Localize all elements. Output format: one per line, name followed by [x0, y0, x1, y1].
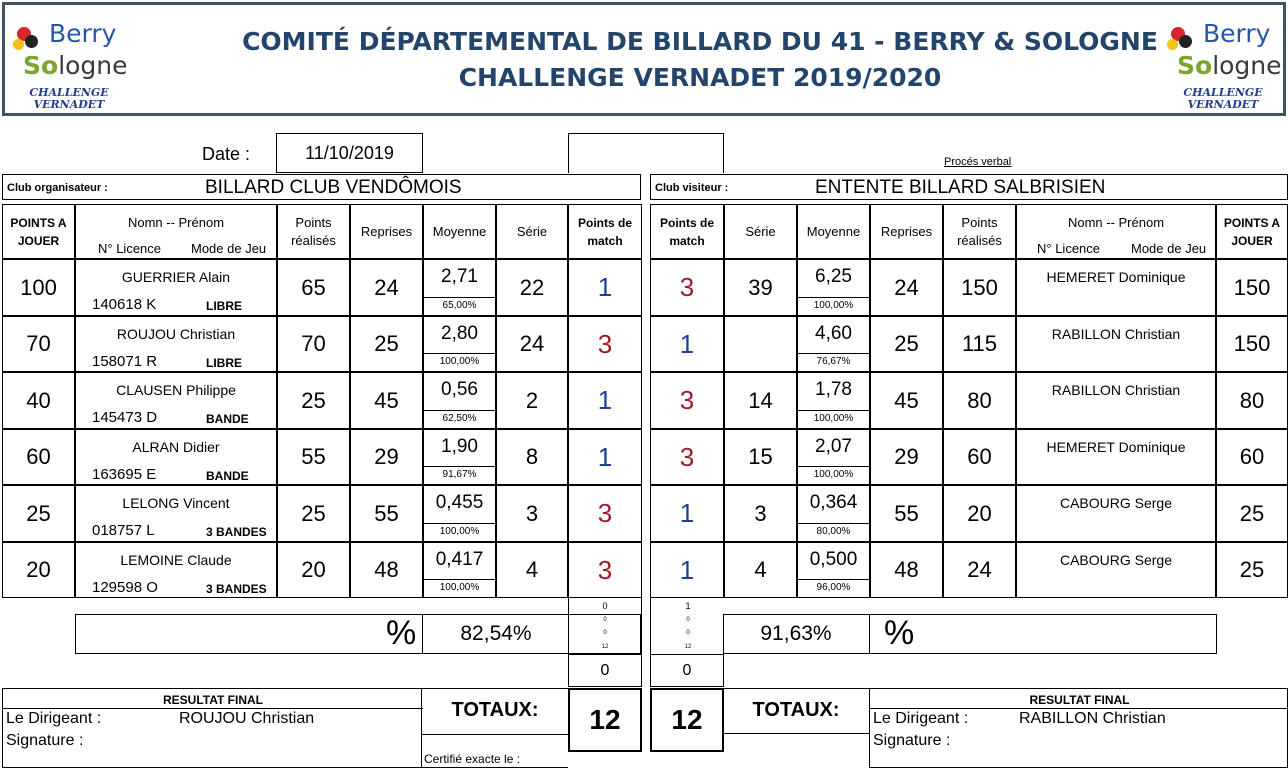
right-serie-cell: 3: [724, 485, 797, 542]
right-serie-cell: 4: [724, 542, 797, 598]
right-mini-column: 1 0 0 12: [650, 598, 724, 654]
right-reprises-cell: 45: [870, 372, 943, 429]
right-moyenne-cell: 2,07 100,00%: [797, 429, 870, 485]
left-header-serie: Série: [496, 204, 568, 259]
left-mode: LIBRE: [206, 356, 242, 370]
right-points-realises-cell: 115: [943, 316, 1016, 372]
left-zero-cell: 0: [568, 654, 642, 687]
left-points-match-cell: 3: [568, 485, 642, 542]
right-points-realises-cell: 80: [943, 372, 1016, 429]
right-serie-cell: 39: [724, 259, 797, 316]
left-points-a-jouer-cell: 100: [2, 259, 75, 316]
left-player-cell: [75, 372, 277, 429]
left-points-a-jouer-cell: 20: [2, 542, 75, 598]
left-mode: 3 BANDES: [206, 525, 267, 539]
right-player-name: CABOURG Serge: [1059, 552, 1173, 568]
title-line-1: COMITÉ DÉPARTEMENTAL DE BILLARD DU 41 - BERRY & SOLOGNE: [242, 27, 1158, 56]
right-moyenne-cell: 0,364 80,00%: [797, 485, 870, 542]
left-points-realises-cell: 70: [277, 316, 350, 372]
right-points-a-jouer-cell: 25: [1216, 485, 1288, 542]
left-header-reprises: Reprises: [350, 204, 423, 259]
left-licence: 145473 D: [92, 409, 158, 426]
left-player-name: LEMOINE Claude: [120, 552, 232, 568]
left-moyenne-cell: 0,455 100,00%: [423, 485, 496, 542]
left-final-result: RESULTAT FINAL Le Dirigeant : ROUJOU Christian Signature :: [2, 688, 422, 768]
right-points-a-jouer-cell: 25: [1216, 542, 1288, 598]
left-mini-column: 0 0 0 12: [568, 598, 642, 654]
left-serie-cell: 22: [496, 259, 568, 316]
right-points-match-cell: 3: [650, 429, 724, 485]
left-licence: 129598 O: [92, 579, 158, 596]
proces-verbal-label: Procés verbal: [944, 156, 1012, 168]
right-final-result: RESULTAT FINAL Le Dirigeant : RABILLON Christian Signature :: [869, 688, 1288, 768]
left-totaux-box: TOTAUX: Certifié exacte le :: [422, 688, 568, 768]
right-points-match-cell: 1: [650, 316, 724, 372]
left-player-name: GUERRIER Alain: [121, 269, 231, 285]
right-header-moyenne: Moyenne: [797, 204, 870, 259]
right-serie-cell: 15: [724, 429, 797, 485]
right-points-match-cell: 3: [650, 372, 724, 429]
left-moyenne-cell: 2,71 65,00%: [423, 259, 496, 316]
left-points-a-jouer-cell: 60: [2, 429, 75, 485]
right-reprises-cell: 29: [870, 429, 943, 485]
left-percentage: 82,54%: [460, 622, 532, 645]
right-percentage: 91,63%: [760, 622, 832, 645]
left-points-a-jouer-cell: 40: [2, 372, 75, 429]
left-player-name: ROUJOU Christian: [116, 326, 236, 342]
right-percent-sign: %: [884, 614, 915, 652]
right-reprises-cell: 24: [870, 259, 943, 316]
left-points-realises-cell: 25: [277, 485, 350, 542]
left-points-match-cell: 3: [568, 542, 642, 598]
left-serie-cell: 8: [496, 429, 568, 485]
right-player-cell: [1016, 259, 1216, 316]
right-header-serie: Série: [724, 204, 797, 259]
berry-sologne-logo-right: Berry Sologne CHALLENGE VERNADET: [1165, 17, 1285, 117]
left-mode: BANDE: [206, 469, 249, 483]
right-moyenne-cell: 4,60 76,67%: [797, 316, 870, 372]
left-reprises-cell: 45: [350, 372, 423, 429]
left-points-match-cell: 1: [568, 259, 642, 316]
left-mode: 3 BANDES: [206, 582, 267, 596]
right-header-points-a-jouer: POINTS A JOUER: [1216, 204, 1288, 259]
right-player-name: CABOURG Serge: [1059, 495, 1173, 511]
left-serie-cell: 3: [496, 485, 568, 542]
right-player-name: RABILLON Christian: [1051, 326, 1181, 342]
left-percent-sign: %: [386, 614, 417, 652]
right-reprises-cell: 55: [870, 485, 943, 542]
right-points-realises-cell: 20: [943, 485, 1016, 542]
right-player-name: RABILLON Christian: [1051, 382, 1181, 398]
left-player-name: CLAUSEN Philippe: [116, 382, 236, 398]
left-serie-cell: 4: [496, 542, 568, 598]
right-player-cell: [1016, 372, 1216, 429]
left-header-points-a-jouer: POINTS A JOUER: [2, 204, 75, 259]
right-total: 12: [650, 688, 724, 752]
club-organisateur-row: Club organisateur : BILLARD CLUB VENDÔMOIS: [2, 174, 641, 200]
date-label: Date :: [202, 144, 251, 164]
right-reprises-cell: 48: [870, 542, 943, 598]
right-player-cell: [1016, 485, 1216, 542]
left-dirigeant-name: ROUJOU Christian: [179, 710, 315, 727]
left-player-cell: [75, 429, 277, 485]
left-serie-cell: 24: [496, 316, 568, 372]
club-visiteur-name: ENTENTE BILLARD SALBRISIEN: [815, 177, 1106, 198]
left-player-name: ALRAN Didier: [132, 439, 220, 455]
right-points-realises-cell: 60: [943, 429, 1016, 485]
left-player-cell: [75, 316, 277, 372]
right-player-name: HEMERET Dominique: [1046, 269, 1186, 285]
right-zero-cell: 0: [650, 654, 724, 687]
left-mode: LIBRE: [206, 299, 242, 313]
right-moyenne-cell: 0,500 96,00%: [797, 542, 870, 598]
right-header-points-match: Points de match: [650, 204, 724, 259]
left-moyenne-cell: 0,417 100,00%: [423, 542, 496, 598]
right-points-match-cell: 1: [650, 485, 724, 542]
club-visiteur-row: Club visiteur : ENTENTE BILLARD SALBRISIEN: [650, 174, 1288, 200]
right-points-a-jouer-cell: 60: [1216, 429, 1288, 485]
certifie-label: Certifié exacte le :: [424, 752, 521, 766]
left-player-cell: [75, 259, 277, 316]
right-points-realises-cell: 150: [943, 259, 1016, 316]
right-signature[interactable]: Signature :: [873, 732, 951, 749]
right-header-nom-prenom: Nomn -- Prénom N° Licence Mode de Jeu: [1016, 204, 1216, 259]
right-points-match-cell: 1: [650, 542, 724, 598]
title-line-2: CHALLENGE VERNADET 2019/2020: [458, 63, 942, 92]
left-header-moyenne: Moyenne: [423, 204, 496, 259]
left-points-match-cell: 1: [568, 372, 642, 429]
right-player-name: HEMERET Dominique: [1046, 439, 1186, 455]
right-serie-cell: [724, 316, 797, 372]
right-moyenne-cell: 6,25 100,00%: [797, 259, 870, 316]
left-mode: BANDE: [206, 412, 249, 426]
left-header-points-realises: Points réalisés: [277, 204, 350, 259]
left-reprises-cell: 24: [350, 259, 423, 316]
left-reprises-cell: 29: [350, 429, 423, 485]
right-points-match-cell: 3: [650, 259, 724, 316]
right-player-cell: [1016, 542, 1216, 598]
right-serie-cell: 14: [724, 372, 797, 429]
right-points-a-jouer-cell: 150: [1216, 259, 1288, 316]
left-header-nom-prenom: Nomn -- Prénom N° Licence Mode de Jeu: [75, 204, 277, 259]
page-header: [2, 2, 1286, 116]
right-points-a-jouer-cell: 80: [1216, 372, 1288, 429]
left-licence: 140618 K: [92, 296, 157, 313]
club-organisateur-name: BILLARD CLUB VENDÔMOIS: [205, 177, 462, 198]
left-serie-cell: 2: [496, 372, 568, 429]
left-reprises-cell: 55: [350, 485, 423, 542]
right-moyenne-cell: 1,78 100,00%: [797, 372, 870, 429]
left-player-cell: [75, 485, 277, 542]
left-moyenne-cell: 2,80 100,00%: [423, 316, 496, 372]
right-dirigeant-name: RABILLON Christian: [1019, 710, 1166, 727]
left-licence: 018757 L: [92, 522, 155, 539]
left-points-realises-cell: 55: [277, 429, 350, 485]
left-reprises-cell: 25: [350, 316, 423, 372]
left-points-realises-cell: 65: [277, 259, 350, 316]
left-points-match-cell: 1: [568, 429, 642, 485]
right-points-realises-cell: 24: [943, 542, 1016, 598]
right-header-reprises: Reprises: [870, 204, 943, 259]
right-points-a-jouer-cell: 150: [1216, 316, 1288, 372]
right-player-cell: [1016, 429, 1216, 485]
blank-box: [568, 133, 724, 173]
left-moyenne-cell: 0,56 62,50%: [423, 372, 496, 429]
left-points-a-jouer-cell: 25: [2, 485, 75, 542]
left-points-realises-cell: 25: [277, 372, 350, 429]
left-points-a-jouer-cell: 70: [2, 316, 75, 372]
right-totaux-box: TOTAUX:: [723, 688, 869, 734]
left-player-cell: [75, 542, 277, 598]
left-header-points-match: Points de match: [568, 204, 642, 259]
date-field[interactable]: 11/10/2019: [276, 133, 423, 173]
left-player-name: LELONG Vincent: [122, 495, 230, 511]
left-signature[interactable]: Signature :: [6, 732, 84, 749]
left-licence: 163695 E: [92, 466, 157, 483]
left-total: 12: [568, 688, 642, 752]
left-points-realises-cell: 20: [277, 542, 350, 598]
left-moyenne-cell: 1,90 91,67%: [423, 429, 496, 485]
right-header-points-realises: Points réalisés: [943, 204, 1016, 259]
berry-sologne-logo-left: Berry Sologne CHALLENGE VERNADET: [11, 17, 131, 117]
left-points-match-cell: 3: [568, 316, 642, 372]
left-licence: 158071 R: [92, 353, 158, 370]
right-player-cell: [1016, 316, 1216, 372]
left-reprises-cell: 48: [350, 542, 423, 598]
right-reprises-cell: 25: [870, 316, 943, 372]
